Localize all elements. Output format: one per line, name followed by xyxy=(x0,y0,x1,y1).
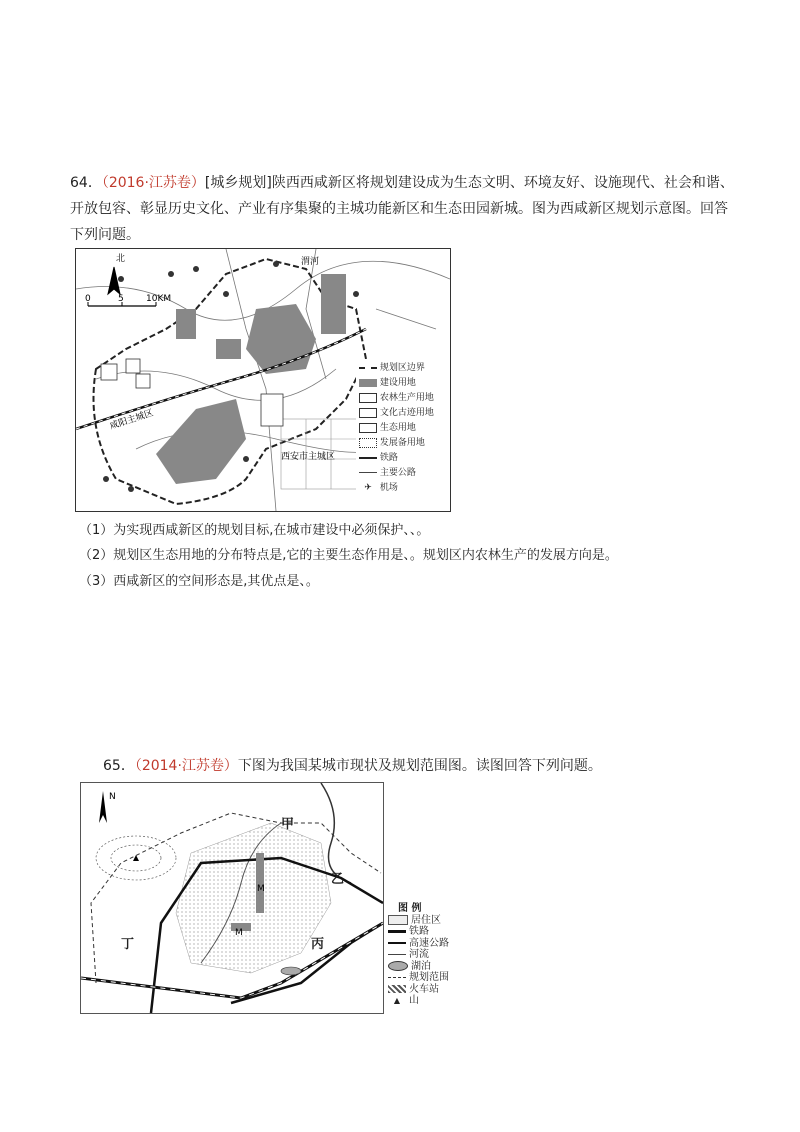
label-bing: 丙 xyxy=(311,937,325,952)
north-label: N xyxy=(109,792,116,802)
scale-0: 0 xyxy=(85,294,91,304)
question-number: 64． xyxy=(70,175,102,191)
legend-railway: 铁路 xyxy=(388,926,449,938)
legend-road: 主要公路 xyxy=(359,466,445,481)
question-body: 下图为我国某城市现状及规划范围图。读图回答下列问题。 xyxy=(237,758,602,774)
legend-river: 河流 xyxy=(388,949,449,961)
legend-title: 图 例 xyxy=(398,903,422,914)
legend-railway: 铁路 xyxy=(359,451,445,466)
map1-legend xyxy=(356,359,448,509)
scale-5: 5 xyxy=(118,294,124,304)
label-m-2: M xyxy=(235,928,243,938)
legend-expressway: 高速公路 xyxy=(388,938,449,950)
xian-label: 西安市主城区 xyxy=(281,452,336,462)
legend-mountain: ▲ 山 xyxy=(393,995,419,1006)
label-m-1: M xyxy=(257,884,265,894)
legend-farm: 农林生产用地 xyxy=(359,391,445,406)
city-map-graphic xyxy=(81,783,383,1013)
legend-residential: 居住区 xyxy=(388,915,449,927)
map2-legend xyxy=(388,903,449,1007)
question-body: [城乡规划]陕西西咸新区将规划建设成为生态文明、环境友好、设施现代、社会和谐、开放包容、彰显历史文化、产业有序集聚的主城功能新区和生态田园新城。图为西咸新区规划示意图。回答下列问题。 xyxy=(70,175,734,243)
legend-ecological: 生态用地 xyxy=(359,421,445,436)
legend-construction: 建设用地 xyxy=(359,376,445,391)
label-yi: 乙 xyxy=(331,872,345,887)
question-number: 65． xyxy=(103,758,135,774)
subquestion-1: （1）为实现西咸新区的规划目标,在城市建设中必须保护、、。 xyxy=(79,523,430,538)
legend-boundary: 规划区边界 xyxy=(359,361,445,376)
question-65 xyxy=(103,755,743,777)
question-64 xyxy=(70,170,735,248)
legend-lake: 湖泊 xyxy=(388,961,449,973)
subquestion-3: （3）西咸新区的空间形态是,其优点是、。 xyxy=(79,574,319,589)
question-source: （2014·江苏卷） xyxy=(134,758,238,774)
question-source: （2016·江苏卷） xyxy=(101,175,205,191)
legend-station: 火车站 xyxy=(388,984,449,996)
xianyang-label: 咸阳主城区 xyxy=(108,408,155,432)
subquestion-2: （2）规划区生态用地的分布特点是,它的主要生态作用是、。规划区内农林生产的发展方向是。 xyxy=(79,548,618,563)
scale-10km: 10KM xyxy=(146,294,172,304)
label-ding: 丁 xyxy=(121,937,135,952)
legend-planning-boundary: 规划范围 xyxy=(388,972,449,984)
city-planning-map xyxy=(80,782,384,1014)
xixian-planning-map xyxy=(75,248,451,512)
legend-airport: ✈ 机场 xyxy=(364,483,398,493)
legend-reserve: 发展备用地 xyxy=(359,436,445,451)
north-label: 北 xyxy=(116,254,126,264)
label-jia: 甲 xyxy=(281,817,295,832)
river-label: 渭河 xyxy=(301,257,320,267)
legend-cultural: 文化古迹用地 xyxy=(359,406,445,421)
